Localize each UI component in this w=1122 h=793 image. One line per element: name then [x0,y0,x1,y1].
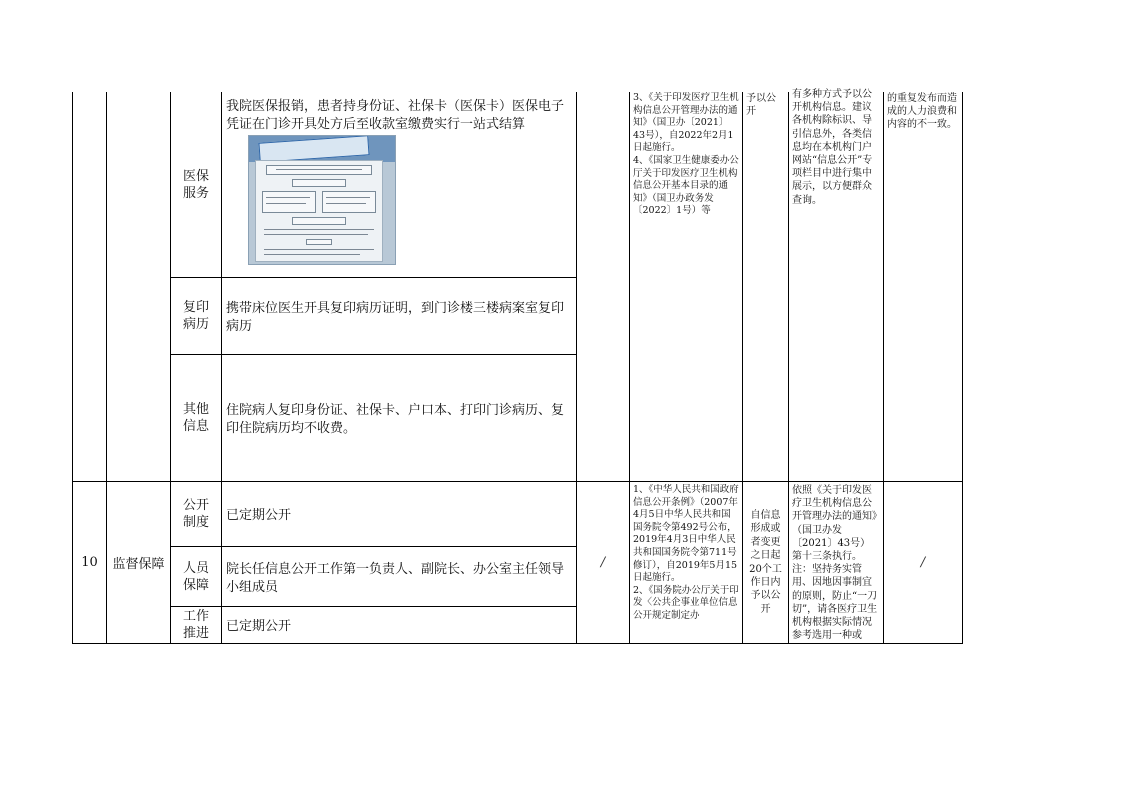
grid-line [170,606,577,607]
slash-mark: / [920,555,926,570]
remark: 的重复发布而造成的人力浪费和内容的不一致。 [887,93,957,131]
grid-line [170,277,577,278]
sub-item-content: 院长任信息公开工作第一负责人、副院长、办公室主任领导小组成员 [226,562,565,595]
sub-item-label: 其他信息 [182,402,209,434]
grid-line [170,546,577,547]
legal-basis: 3、《关于印发医疗卫生机构信息公开管理办法的通知》（国卫办〔2021〕43号），自2022年2月1日起施行。 4、《国家卫生健康委办公厅关于印发医疗卫生机构信息公开基本目录的通知》（国卫办政务发〔2022〕1号）等 [633,92,739,217]
grid-line [72,643,963,644]
time-limit: 自信息形成或者变更之日起20个工作日内予以公开 [749,509,782,615]
time-limit: 予以公开 [746,93,776,117]
medical-insurance-process-poster [248,135,396,265]
sub-item-label: 复印病历 [182,300,209,332]
sub-item-content: 携带床位医生开具复印病历证明，到门诊楼三楼病案室复印病历 [226,301,565,334]
sub-item-content: 我院医保报销，患者持身份证、社保卡（医保卡）医保电子凭证在门诊开具处方后至收款室缴费实行一站式结算 [226,99,565,132]
grid-line [962,92,963,644]
sub-item-label: 工作推进 [182,609,209,641]
legal-basis: 1、《中华人民共和国政府信息公开条例》（2007年4月5日中华人民共和国国务院令第492号公布，2019年4月3日中华人民共和国国务院令第711号修订），自2019年5月15日起施行。 2、《国务院办公厅关于印发〈公共企事业单位信息公开规定制定办 [633,484,739,621]
sub-item-label: 医保服务 [182,168,209,201]
sub-item-content: 已定期公开 [226,619,292,634]
sub-item-content: 已定期公开 [226,508,292,523]
sub-item-content: 住院病人复印身份证、社保卡、户口本、打印门诊病历、复印住院病历均不收费。 [226,403,565,436]
publish-method: 依照《关于印发医疗卫生机构信息公开管理办法的通知》（国卫办发〔2021〕43号）第十三条执行。 注：坚持务实管用、因地因事制宜的原则，防止“一刀切”，请各医疗卫生机构根据实际情况参考选用一种或 [792,485,878,642]
sub-item-label: 公开制度 [182,498,209,530]
publish-method: 有多种方式予以公开机构信息。建议各机构除标识、导引信息外，各类信息均在本机构门户网站“信息公开”专项栏目中进行集中展示，以方便群众查询。 [792,89,873,206]
slash-mark: / [600,555,606,570]
sub-item-label: 人员保障 [182,560,209,593]
category: 监督保障 [112,557,165,572]
grid-line [170,354,577,355]
row-number: 10 [81,555,98,570]
